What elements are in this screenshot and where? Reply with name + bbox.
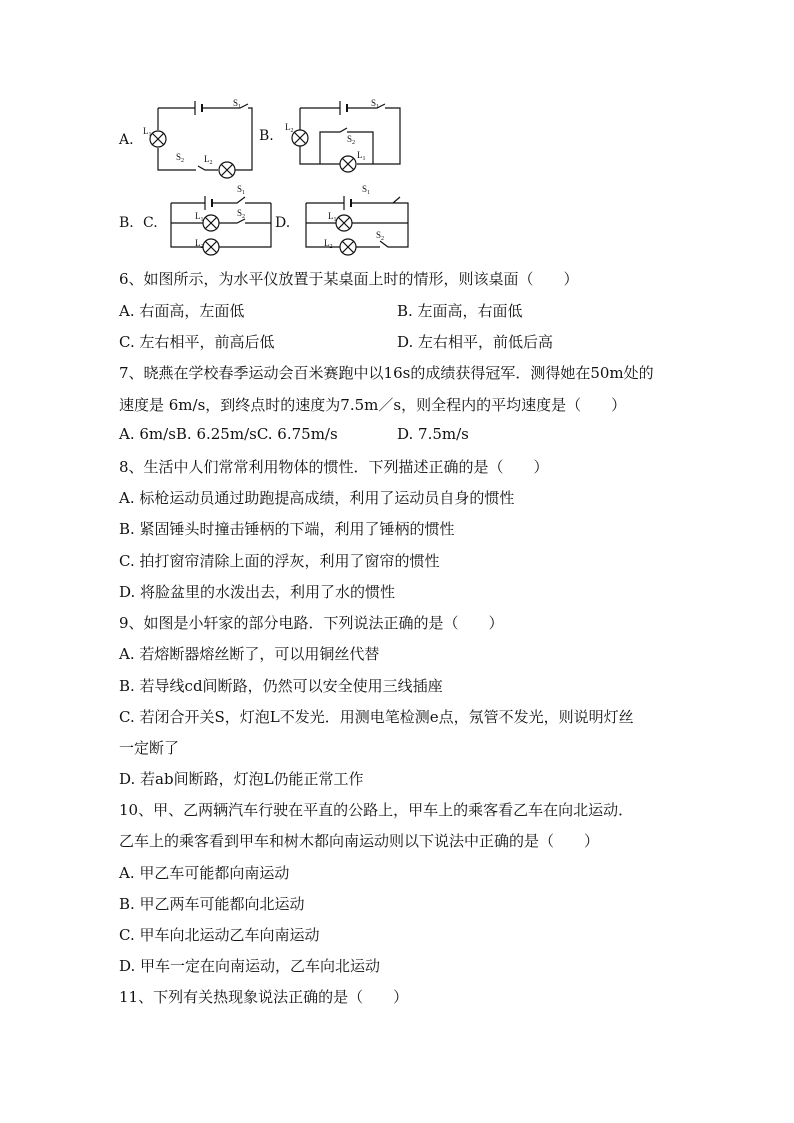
svg-text:L2: $L_2$ [285, 122, 294, 134]
q7-stem-line2: 速度是 6m/s，到终点时的速度为7.5m／s，则全程内的平均速度是（ ） [119, 396, 627, 414]
q8-option-b: B. 紧固锤头时撞击锤柄的下端，利用了锤柄的惯性 [119, 520, 455, 538]
q8-option-a: A. 标枪运动员通过助跑提高成绩，利用了运动员自身的惯性 [119, 489, 515, 507]
q7-option-d: D. 7.5m/s [397, 425, 469, 443]
circuit-diagram-b [285, 100, 410, 184]
q8-stem: 8、生活中人们常常利用物体的惯性．下列描述正确的是（ ） [119, 458, 549, 476]
svg-text:L1: $L_1$ [328, 211, 337, 223]
svg-text:S1: $S_1$ [237, 184, 246, 196]
svg-text:S2: $S_2$ [347, 134, 356, 146]
q6-stem: 6、如图所示，为水平仪放置于某桌面上时的情形，则该桌面（ ） [119, 270, 579, 288]
svg-text:L2: $L_2$ [195, 238, 204, 250]
svg-text:S1: $S_1$ [371, 98, 380, 110]
q10-stem-line2: 乙车上的乘客看到甲车和树木都向南运动则以下说法中正确的是（ ） [119, 832, 600, 850]
q7-stem-line1: 7、晓燕在学校春季运动会百米赛跑中以16s的成绩获得冠军．测得她在50m处的 [119, 364, 654, 382]
q9-option-c-line2: 一定断了 [119, 739, 180, 757]
q6-option-d: D. 左右相平，前低后高 [397, 333, 554, 351]
q9-option-b: B. 若导线cd间断路，仍然可以安全使用三线插座 [119, 677, 443, 695]
q9-stem: 9、如图是小轩家的部分电路．下列说法正确的是（ ） [119, 614, 504, 632]
svg-text:L2: $L_2$ [324, 238, 333, 250]
q11-stem: 11、下列有关热现象说法正确的是（ ） [119, 988, 409, 1006]
q8-option-d: D. 将脸盆里的水泼出去，利用了水的惯性 [119, 583, 396, 601]
q9-option-d: D. 若ab间断路，灯泡L仍能正常工作 [119, 770, 364, 788]
circuit-diagram-d [298, 183, 413, 267]
svg-text:L1: $L_1$ [357, 150, 366, 162]
circuit-diagram-c [165, 183, 277, 267]
svg-text:L1: $L_1$ [195, 211, 204, 223]
q7-options-abc: A. 6m/sB. 6.25m/sC. 6.75m/s [119, 425, 338, 443]
svg-text:S1: $S_1$ [362, 184, 371, 196]
q10-option-d: D. 甲车一定在向南运动，乙车向北运动 [119, 957, 381, 975]
option-b-label: B. [259, 128, 274, 144]
circuit-diagram-a [140, 100, 260, 184]
q9-option-c-line1: C. 若闭合开关S，灯泡L不发光．用测电笔检测e点，氖管不发光，则说明灯丝 [119, 708, 634, 726]
svg-text:S2: $S_2$ [237, 208, 246, 220]
l1-label: $L_1$ [143, 126, 152, 138]
option-b2-label: B. [119, 215, 134, 231]
s1-label: $S_1$ [233, 98, 242, 110]
l2-label: $L_2$ [204, 154, 213, 166]
q10-option-a: A. 甲乙车可能都向南运动 [119, 864, 290, 882]
s2-label: $S_2$ [176, 152, 185, 164]
q9-option-a: A. 若熔断器熔丝断了，可以用铜丝代替 [119, 645, 380, 663]
q6-option-a: A. 右面高，左面低 [119, 302, 245, 320]
q6-option-b: B. 左面高，右面低 [397, 302, 523, 320]
q6-option-c: C. 左右相平，前高后低 [119, 333, 275, 351]
option-a-label: A. [119, 132, 134, 148]
q10-stem-line1: 10、甲、乙两辆汽车行驶在平直的公路上，甲车上的乘客看乙车在向北运动． [119, 801, 634, 819]
option-d-label: D. [275, 215, 291, 231]
option-c-label: C. [143, 215, 158, 231]
q10-option-c: C. 甲车向北运动乙车向南运动 [119, 926, 320, 944]
svg-text:S2: $S_2$ [376, 230, 385, 242]
q10-option-b: B. 甲乙两车可能都向北运动 [119, 895, 305, 913]
q8-option-c: C. 拍打窗帘清除上面的浮灰，利用了窗帘的惯性 [119, 552, 440, 570]
